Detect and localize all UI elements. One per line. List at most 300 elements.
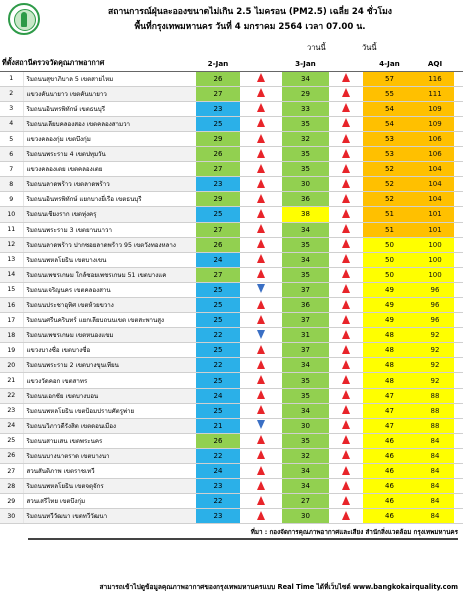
- trend-up-icon: [342, 345, 350, 354]
- trend-up-icon: [342, 420, 350, 429]
- trend-up-icon: [257, 224, 265, 233]
- trend-cell-2: [329, 116, 363, 131]
- table-row: [0, 328, 463, 343]
- table-row: [0, 207, 463, 222]
- table-row: [0, 131, 463, 146]
- trend-cell-1: [240, 162, 282, 177]
- row-number: 27: [0, 464, 23, 479]
- pm25-day3: 52: [363, 177, 416, 192]
- table-row: [0, 464, 463, 479]
- pm25-day1: 22: [196, 494, 240, 509]
- row-number: 26: [0, 448, 23, 463]
- trend-cell-2: [329, 86, 363, 101]
- trend-cell-1: [240, 131, 282, 146]
- aqi-value: 100: [416, 252, 454, 267]
- station-location: สวนเสรีไทย เขตบึงกุ่ม: [23, 494, 196, 509]
- aqi-value: 84: [416, 448, 454, 463]
- trend-up-icon: [342, 315, 350, 324]
- row-number: 10: [0, 207, 23, 222]
- trend-up-icon: [342, 73, 350, 82]
- aqi-value: 104: [416, 177, 454, 192]
- trend-cell-1: [240, 358, 282, 373]
- trend-cell-2: [329, 298, 363, 313]
- trend-cell-1: [240, 252, 282, 267]
- pm25-day1: 26: [196, 237, 240, 252]
- station-location: ริมถนนเพชรเกษม ใกล้ซอยเพชรเกษม 51 เขตบางแค: [23, 267, 196, 282]
- pm25-day3: 52: [363, 162, 416, 177]
- aqi-value: 84: [416, 509, 454, 524]
- footer-note: สามารถเข้าไปดูข้อมูลคุณภาพอากาศของกรุงเทพมหานครแบบ Real Time ได้ที่เว็บไซต์ www.bangkokairquality.com: [99, 583, 458, 591]
- station-location: ริมถนนลาดพร้าว เขตลาดพร้าว: [23, 177, 196, 192]
- trend-up-icon: [342, 390, 350, 399]
- trend-up-icon: [342, 496, 350, 505]
- pm25-day2: 37: [282, 282, 329, 297]
- pm25-day1: 26: [196, 71, 240, 86]
- aqi-value: 84: [416, 494, 454, 509]
- trend-cell-1: [240, 479, 282, 494]
- aqi-value: 104: [416, 192, 454, 207]
- pm25-day2: 34: [282, 358, 329, 373]
- trend-up-icon: [257, 118, 265, 127]
- table-row: [0, 479, 463, 494]
- trend-up-icon: [342, 450, 350, 459]
- trend-cell-2: [329, 313, 363, 328]
- pm25-day2: 34: [282, 403, 329, 418]
- trend-up-icon: [342, 360, 350, 369]
- trend-cell-2: [329, 343, 363, 358]
- trend-cell-1: [240, 433, 282, 448]
- pm25-day2: 35: [282, 267, 329, 282]
- pm25-day3: 49: [363, 282, 416, 297]
- station-location: ริมถนนเจริญนคร เขตคลองสาน: [23, 282, 196, 297]
- aqi-value: 100: [416, 237, 454, 252]
- trend-cell-1: [240, 388, 282, 403]
- pm25-day3: 49: [363, 313, 416, 328]
- trend-cell-2: [329, 418, 363, 433]
- row-number: 22: [0, 388, 23, 403]
- pm25-day1: 25: [196, 373, 240, 388]
- bma-logo-icon: [8, 3, 40, 35]
- aqi-value: 92: [416, 373, 454, 388]
- row-number: 6: [0, 147, 23, 162]
- pm25-day2: 35: [282, 116, 329, 131]
- day1-header: 2-Jan: [196, 56, 240, 71]
- table-row: [0, 147, 463, 162]
- pm25-day3: 48: [363, 343, 416, 358]
- trend-up-icon: [257, 164, 265, 173]
- trend-cell-2: [329, 71, 363, 86]
- station-location: ริมถนนเลียบคลองสอง เขตคลองสามวา: [23, 116, 196, 131]
- trend-cell-1: [240, 403, 282, 418]
- row-number: 13: [0, 252, 23, 267]
- aqi-value: 111: [416, 86, 454, 101]
- row-number: 1: [0, 71, 23, 86]
- pm25-day2: 35: [282, 237, 329, 252]
- trend-cell-2: [329, 147, 363, 162]
- station-location: ริมถนนวิภาวดีรังสิต เขตดอนเมือง: [23, 418, 196, 433]
- row-number: 3: [0, 101, 23, 116]
- pm25-day3: 57: [363, 71, 416, 86]
- trend-up-icon: [342, 239, 350, 248]
- pm25-day1: 23: [196, 479, 240, 494]
- trend-up-icon: [342, 435, 350, 444]
- aqi-value: 88: [416, 418, 454, 433]
- trend-up-icon: [257, 88, 265, 97]
- row-number: 19: [0, 343, 23, 358]
- table-row: [0, 252, 463, 267]
- pm25-day1: 21: [196, 418, 240, 433]
- trend-up-icon: [257, 345, 265, 354]
- aqi-value: 101: [416, 222, 454, 237]
- trend-up-icon: [257, 390, 265, 399]
- row-number: 21: [0, 373, 23, 388]
- station-location: ริมถนนอินทรพิทักษ์ เขตธนบุรี: [23, 101, 196, 116]
- pm25-day2: 30: [282, 177, 329, 192]
- row-number: 4: [0, 116, 23, 131]
- trend-up-icon: [257, 179, 265, 188]
- trend-down-icon: [257, 284, 265, 293]
- trend-up-icon: [342, 164, 350, 173]
- station-location: แขวงบางซื่อ เขตบางซื่อ: [23, 343, 196, 358]
- trend-up-icon: [257, 511, 265, 520]
- trend-up-icon: [257, 360, 265, 369]
- trend-cell-2: [329, 464, 363, 479]
- pm25-day2: 30: [282, 509, 329, 524]
- trend-cell-1: [240, 101, 282, 116]
- trend-cell-1: [240, 418, 282, 433]
- table-row: [0, 433, 463, 448]
- pm25-day3: 47: [363, 403, 416, 418]
- row-number: 11: [0, 222, 23, 237]
- trend-up-icon: [257, 73, 265, 82]
- station-location: ริมถนนเชียงราก เขตทุ่งครุ: [23, 207, 196, 222]
- row-number: 12: [0, 237, 23, 252]
- footer-divider: [28, 538, 458, 540]
- pm25-day1: 25: [196, 313, 240, 328]
- pm25-day3: 49: [363, 298, 416, 313]
- station-location: ริมถนนอินทรพิทักษ์ แยกบางยี่เรือ เขตธนบุรี: [23, 192, 196, 207]
- station-location: ริมถนนสุขาภิบาล 5 เขตสายไหม: [23, 71, 196, 86]
- pm25-day2: 34: [282, 479, 329, 494]
- table-row: [0, 267, 463, 282]
- trend-up-icon: [342, 405, 350, 414]
- station-location: แขวงวัดคอก เขตสาทร: [23, 373, 196, 388]
- table-row: [0, 162, 463, 177]
- aqi-value: 88: [416, 388, 454, 403]
- pm25-day1: 27: [196, 86, 240, 101]
- trend-cell-1: [240, 71, 282, 86]
- row-number: 28: [0, 479, 23, 494]
- aqi-value: 92: [416, 328, 454, 343]
- pm25-day2: 35: [282, 388, 329, 403]
- station-location: แขวงคลองเตย เขตคลองเตย: [23, 162, 196, 177]
- pm25-day3: 48: [363, 328, 416, 343]
- pm25-day1: 27: [196, 222, 240, 237]
- pm25-day1: 25: [196, 298, 240, 313]
- pm25-day3: 55: [363, 86, 416, 101]
- table-row: [0, 418, 463, 433]
- pm25-day2: 34: [282, 222, 329, 237]
- trend-up-icon: [342, 194, 350, 203]
- trend-up-icon: [257, 103, 265, 112]
- row-number: 15: [0, 282, 23, 297]
- trend-cell-1: [240, 448, 282, 463]
- trend-cell-2: [329, 282, 363, 297]
- page-title: สถานการณ์ฝุ่นละอองขนาดไม่เกิน 2.5 ไมครอน (PM2.5) เฉลี่ย 24 ชั่วโมง: [108, 7, 392, 17]
- pm25-day2: 32: [282, 448, 329, 463]
- row-number: 8: [0, 177, 23, 192]
- row-number: 20: [0, 358, 23, 373]
- trend-up-icon: [342, 330, 350, 339]
- aqi-value: 84: [416, 479, 454, 494]
- trend-cell-1: [240, 207, 282, 222]
- trend-cell-1: [240, 222, 282, 237]
- station-location: ริมถนนพระราม 4 เขตปทุมวัน: [23, 147, 196, 162]
- row-number: 9: [0, 192, 23, 207]
- aqi-header: AQI: [416, 56, 454, 71]
- trend-up-icon: [342, 269, 350, 278]
- table-row: [0, 448, 463, 463]
- trend-cell-2: [329, 494, 363, 509]
- pm25-day3: 53: [363, 131, 416, 146]
- pm25-day1: 25: [196, 282, 240, 297]
- aqi-value: 96: [416, 298, 454, 313]
- pm25-day2: 37: [282, 343, 329, 358]
- trend-up-icon: [257, 269, 265, 278]
- trend-cell-2: [329, 237, 363, 252]
- pm25-day1: 24: [196, 252, 240, 267]
- table-row: [0, 86, 463, 101]
- trend-cell-2: [329, 403, 363, 418]
- pm25-day1: 23: [196, 101, 240, 116]
- pm25-day3: 46: [363, 494, 416, 509]
- pm25-day2: 35: [282, 162, 329, 177]
- station-location: ริมถนนพหลโยธิน เขตจตุจักร: [23, 479, 196, 494]
- aqi-value: 96: [416, 282, 454, 297]
- station-location: ริมถนนพระราม 3 เขตยานนาวา: [23, 222, 196, 237]
- table-row: [0, 343, 463, 358]
- trend-cell-2: [329, 222, 363, 237]
- trend-cell-1: [240, 116, 282, 131]
- station-location: ริมถนนศรีนครินทร์ แยกเลียบถนนเขต เขตสะพานสูง: [23, 313, 196, 328]
- pm25-day1: 25: [196, 116, 240, 131]
- pm25-day2: 34: [282, 252, 329, 267]
- aqi-value: 100: [416, 267, 454, 282]
- row-number: 24: [0, 418, 23, 433]
- pm25-day2: 37: [282, 313, 329, 328]
- pm25-day3: 46: [363, 433, 416, 448]
- trend-up-icon: [342, 284, 350, 293]
- pm25-day3: 46: [363, 464, 416, 479]
- pm25-day3: 50: [363, 267, 416, 282]
- pm25-day3: 47: [363, 388, 416, 403]
- pm25-day3: 52: [363, 192, 416, 207]
- table-row: [0, 237, 463, 252]
- pm25-day3: 46: [363, 448, 416, 463]
- trend-up-icon: [257, 254, 265, 263]
- pm25-day3: 46: [363, 509, 416, 524]
- pm25-day3: 47: [363, 418, 416, 433]
- trend-up-icon: [342, 149, 350, 158]
- trend-cell-1: [240, 86, 282, 101]
- trend-up-icon: [257, 450, 265, 459]
- table-row: [0, 177, 463, 192]
- table-row: [0, 222, 463, 237]
- trend-up-icon: [257, 375, 265, 384]
- aqi-value: 96: [416, 313, 454, 328]
- pm25-day1: 26: [196, 147, 240, 162]
- trend-cell-2: [329, 267, 363, 282]
- pm25-day2: 30: [282, 418, 329, 433]
- pm25-day3: 46: [363, 479, 416, 494]
- station-location: ริมถนนพหลโยธิน เขตบางเขน: [23, 252, 196, 267]
- table-row: [0, 403, 463, 418]
- pm25-day1: 23: [196, 177, 240, 192]
- station-location: สวนสันติภาพ เขตราชเทวี: [23, 464, 196, 479]
- trend-cell-2: [329, 192, 363, 207]
- row-number: 16: [0, 298, 23, 313]
- today-label: วันนี้: [362, 43, 377, 52]
- pm25-day1: 24: [196, 388, 240, 403]
- aqi-value: 109: [416, 101, 454, 116]
- table-row: [0, 192, 463, 207]
- trend-up-icon: [257, 405, 265, 414]
- pm25-day1: 27: [196, 162, 240, 177]
- trend-up-icon: [257, 209, 265, 218]
- table-row: [0, 373, 463, 388]
- trend-cell-1: [240, 373, 282, 388]
- pm25-day3: 50: [363, 252, 416, 267]
- header: [0, 0, 463, 38]
- aqi-value: 101: [416, 207, 454, 222]
- source-note: ที่มา : กองจัดการคุณภาพอากาศและเสียง สำนักสิ่งแวดล้อม กรุงเทพมหานคร: [250, 529, 458, 536]
- pm25-day3: 54: [363, 116, 416, 131]
- trend-cell-1: [240, 343, 282, 358]
- pm25-day2: 36: [282, 192, 329, 207]
- trend-up-icon: [342, 254, 350, 263]
- trend-up-icon: [257, 300, 265, 309]
- pm25-day2: 38: [282, 207, 329, 222]
- trend-up-icon: [342, 466, 350, 475]
- station-location: ริมถนนทวีวัฒนา เขตทวีวัฒนา: [23, 509, 196, 524]
- trend-cell-1: [240, 237, 282, 252]
- trend-cell-1: [240, 464, 282, 479]
- trend-up-icon: [342, 179, 350, 188]
- trend-cell-2: [329, 509, 363, 524]
- pm25-day2: 32: [282, 131, 329, 146]
- trend-up-icon: [257, 435, 265, 444]
- aqi-value: 92: [416, 343, 454, 358]
- pm25-day3: 51: [363, 207, 416, 222]
- pm25-day1: 29: [196, 131, 240, 146]
- trend-down-icon: [257, 420, 265, 429]
- pm25-day1: 29: [196, 192, 240, 207]
- trend-cell-1: [240, 177, 282, 192]
- trend-up-icon: [257, 149, 265, 158]
- trend-up-icon: [342, 481, 350, 490]
- pm25-day1: 22: [196, 358, 240, 373]
- station-location: ริมถนนเอกชัย เขตบางบอน: [23, 388, 196, 403]
- page-subtitle: พื้นที่กรุงเทพมหานคร วันที่ 4 มกราคม 2564 เวลา 07.00 น.: [134, 22, 366, 32]
- trend-cell-1: [240, 298, 282, 313]
- station-location: ริมถนนลาดพร้าว ปากซอยลาดพร้าว 95 เขตวังทองหลาง: [23, 237, 196, 252]
- pm25-day1: 24: [196, 464, 240, 479]
- row-number: 14: [0, 267, 23, 282]
- aqi-value: 116: [416, 71, 454, 86]
- location-header: ที่ตั้งสถานีตรวจวัดคุณภาพอากาศ: [0, 56, 196, 71]
- table-row: [0, 116, 463, 131]
- station-location: ริมถนนพระราม 2 เขตบางขุนเทียน: [23, 358, 196, 373]
- trend-up-icon: [342, 375, 350, 384]
- pm25-day2: 31: [282, 328, 329, 343]
- trend-cell-2: [329, 177, 363, 192]
- pm25-day1: 27: [196, 267, 240, 282]
- table-row: [0, 388, 463, 403]
- row-number: 25: [0, 433, 23, 448]
- trend-cell-1: [240, 282, 282, 297]
- trend-cell-2: [329, 433, 363, 448]
- trend-cell-1: [240, 313, 282, 328]
- aqi-value: 104: [416, 162, 454, 177]
- row-number: 23: [0, 403, 23, 418]
- trend-cell-2: [329, 388, 363, 403]
- trend-up-icon: [342, 511, 350, 520]
- pm25-day1: 25: [196, 207, 240, 222]
- aqi-value: 109: [416, 116, 454, 131]
- trend-cell-1: [240, 509, 282, 524]
- table-row: [0, 71, 463, 86]
- trend-cell-1: [240, 494, 282, 509]
- station-location: แขวงคันนายาว เขตคันนายาว: [23, 86, 196, 101]
- pm25-day3: 53: [363, 147, 416, 162]
- trend-up-icon: [257, 239, 265, 248]
- aqi-value: 106: [416, 147, 454, 162]
- pm25-day2: 36: [282, 298, 329, 313]
- trend-up-icon: [342, 88, 350, 97]
- station-location: ริมถนนประชาอุทิศ เขตห้วยขวาง: [23, 298, 196, 313]
- pm25-day2: 34: [282, 71, 329, 86]
- row-number: 17: [0, 313, 23, 328]
- row-number: 2: [0, 86, 23, 101]
- trend-cell-2: [329, 373, 363, 388]
- trend-up-icon: [257, 481, 265, 490]
- trend-cell-1: [240, 328, 282, 343]
- trend-cell-2: [329, 162, 363, 177]
- trend-up-icon: [257, 194, 265, 203]
- pm25-day1: 22: [196, 448, 240, 463]
- row-number: 30: [0, 509, 23, 524]
- trend-up-icon: [257, 496, 265, 505]
- day-labels: [0, 41, 463, 55]
- trend-cell-2: [329, 479, 363, 494]
- trend-cell-2: [329, 101, 363, 116]
- table-row: [0, 494, 463, 509]
- trend-up-icon: [342, 103, 350, 112]
- trend-up-icon: [257, 315, 265, 324]
- aqi-value: 84: [416, 464, 454, 479]
- aqi-value: 106: [416, 131, 454, 146]
- pm25-day2: 35: [282, 147, 329, 162]
- pm25-day3: 50: [363, 237, 416, 252]
- trend-cell-2: [329, 131, 363, 146]
- trend-down-icon: [257, 330, 265, 339]
- station-location: ริมถนนเพชรเกษม เขตหนองแขม: [23, 328, 196, 343]
- row-number: 5: [0, 131, 23, 146]
- station-location: แขวงคลองกุ่ม เขตบึงกุ่ม: [23, 131, 196, 146]
- trend-up-icon: [342, 134, 350, 143]
- pm25-day3: 51: [363, 222, 416, 237]
- pm25-day2: 35: [282, 433, 329, 448]
